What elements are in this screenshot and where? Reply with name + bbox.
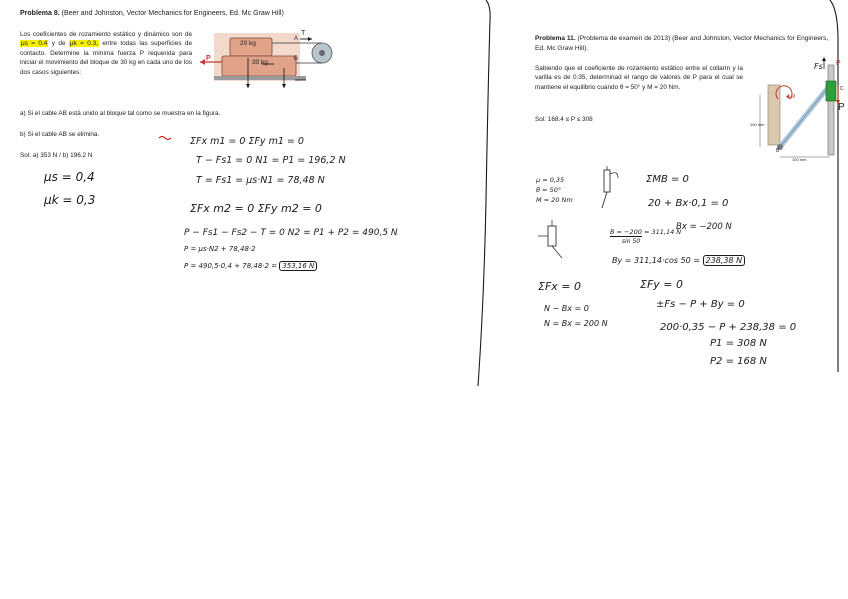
figure-label-bottom-block: 30 kg <box>252 59 268 66</box>
figure-label-p-right: P <box>836 60 841 67</box>
hand-r11: 200·0,35 − P + 238,38 = 0 <box>660 322 797 333</box>
hand-mu-s: μs = 0,4 <box>44 170 95 184</box>
figure-dim-vertical: 100 mm <box>750 122 765 127</box>
statement-part-c: entre todas las superficies de contacto. Determine la mínima fuerza P requerida para iniciar el movimiento del bloque de 30 kg en cada uno de los dos casos siguientes: <box>20 40 192 76</box>
problem-11-source: (Problema de examen de 2013) (Beer and Johnston, Vector Mechanics for Engineers, Ed. Mc Graw Hill). <box>535 35 829 52</box>
hand-r4 <box>610 228 681 237</box>
hand-r10: ±Fs − P + By = 0 <box>656 299 745 310</box>
hand-r4-result: = 311,14 N <box>643 228 682 236</box>
collar <box>826 81 836 101</box>
hand-r4-num: B = −200 <box>610 228 642 236</box>
hand-r6: ΣFx = 0 <box>538 280 581 293</box>
statement-part-b: y de <box>48 40 69 48</box>
figure-label-t: T <box>301 30 306 37</box>
figure-dim-horizontal: 100 mm <box>792 157 807 162</box>
hand-r12: P1 = 308 N <box>710 338 767 349</box>
hand-r5-boxed-result: 238,38 N <box>703 255 746 266</box>
figure-label-p: P <box>206 55 211 62</box>
hand-line-7-boxed-result: 353,16 N <box>279 261 317 271</box>
hand-given-mu: μ = 0,35 <box>536 176 565 184</box>
figure-label-m: M <box>791 94 796 100</box>
figure-label-a: A <box>294 36 299 42</box>
hand-line-5: P − Fs1 − Fs2 − T = 0 N2 = P1 + P2 = 490,5 N <box>184 228 398 238</box>
hand-r8: N − Bx = 0 <box>544 304 589 313</box>
figure-label-c: C <box>840 86 844 92</box>
hand-given-m: M = 20 Nm <box>536 196 573 204</box>
figure-label-p-hand: P <box>838 102 845 113</box>
hand-r5 <box>612 256 745 265</box>
hand-r13: P2 = 168 N <box>710 356 767 367</box>
case-b: b) Si el cable AB se elimina. <box>20 131 100 138</box>
figure-label-b-right: B <box>776 148 780 154</box>
hand-line-1: ΣFx m1 = 0 ΣFy m1 = 0 <box>190 136 304 147</box>
hand-r5-text: By = 311,14·cos 50 = <box>612 256 700 265</box>
hand-r9: N = Bx = 200 N <box>544 319 608 328</box>
hand-line-4: ΣFx m2 = 0 ΣFy m2 = 0 <box>190 202 322 215</box>
problem-11-statement: Sabiendo que el coeficiente de rozamiento estático entre el collarín y la varilla es de 0.35, determinad el rango de valores de P para el cual se mantiene el equilibrio cuando θ = 50° y M = 20 Nm. <box>535 65 743 91</box>
hand-r3: Bx = −200 N <box>676 222 732 232</box>
problem-8-source: (Beer and Johnston, Vector Mechanics for Engineers, Ed. Mc Graw Hill) <box>59 10 284 17</box>
problem-11-solution: Sol: 168.4 ≤ P ≤ 308 <box>535 116 593 123</box>
problem-8-solution: Sol: a) 353 N / b) 196.2 N <box>20 152 93 159</box>
figure-label-top-block: 20 kg <box>240 40 256 47</box>
hand-line-7-text: P = 490,5·0,4 + 78,48·2 = <box>184 262 278 270</box>
statement-part-a: Los coeficientes de rozamiento estático y dinámico son de <box>20 31 192 38</box>
problem-11-number: Problema 11. <box>535 35 576 42</box>
hand-mu-k: μk = 0,3 <box>44 193 96 207</box>
hand-line-6: P = μs·N2 + 78,48·2 <box>184 245 256 253</box>
hand-r1: ΣMB = 0 <box>646 174 689 185</box>
figure-label-b: B <box>294 56 299 62</box>
hand-collar-sketch <box>536 220 566 260</box>
problem-8-number: Problema 8. <box>20 10 60 17</box>
problem-11-title <box>535 34 831 54</box>
hand-r4-den: sin 50 <box>622 238 641 245</box>
case-a: a) Si el cable AB está unido al bloque tal como se muestra en la figura. <box>20 110 221 117</box>
mu-k-highlight: μk = 0.3, <box>69 40 98 48</box>
hand-given-theta: θ = 50° <box>536 186 562 194</box>
hand-r2: 20 + Bx·0,1 = 0 <box>648 198 729 209</box>
hand-line-3: T = Fs1 = μs·N1 = 78,48 N <box>196 175 325 186</box>
figure-label-fs: Fs <box>814 62 823 71</box>
hand-line-2: T − Fs1 = 0 N1 = P1 = 196,2 N <box>196 155 346 166</box>
problem-11-figure <box>750 55 840 165</box>
hand-free-body-sketch <box>596 164 626 214</box>
mu-s-highlight: μs = 0.4 <box>21 40 48 48</box>
hand-r7: ΣFy = 0 <box>640 278 683 291</box>
